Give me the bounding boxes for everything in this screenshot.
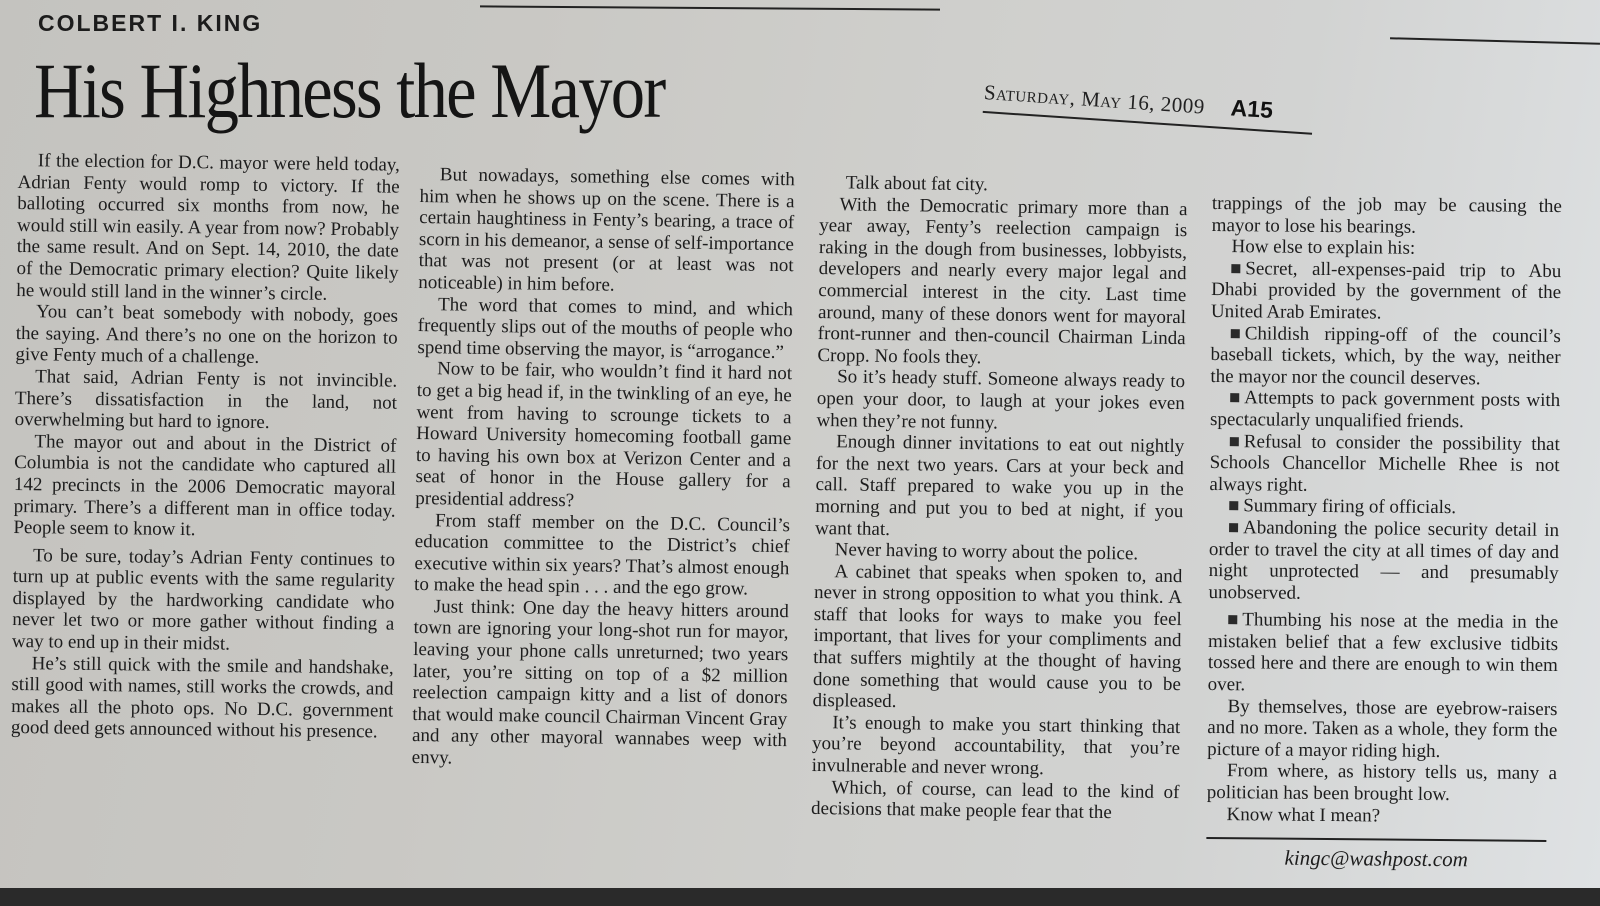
paragraph: The mayor out and about in the District of Columbia is not the candidate who captured all 142 precincts in the 2006 Democratic mayoral primary. There’s a different man in office today. People seem to know it. [13, 430, 397, 541]
paragraph: But nowadays, something else comes with him when he shows up on the scene. There is a certain haughtiness in Fenty’s bearing, a trace of scorn in his demeanor, a sense of self-importance that was not present (or at least was not noticeable) in him before. [418, 164, 795, 296]
column-3 [811, 172, 1188, 825]
square-bullet-icon [1231, 329, 1240, 338]
square-bullet-icon [1231, 264, 1240, 273]
signature-rule [1206, 837, 1546, 842]
page-number: A15 [1229, 94, 1274, 124]
paragraph: From staff member on the D.C. Council’s education committee to the District’s chief executive within six years? That’s almost enough to make the head spin . . . and the ego grow. [413, 509, 791, 600]
paragraph: Just think: One day the heavy hitters around town are ignoring your long-shot run for mayor, leaving your phone calls unreturned; two years later, you’re sitting on top of a $2 million reelection campaign kitty and a list of donors that would make council Chairman Vincent Gray and any other mayoral wannabes weep with envy. [411, 596, 789, 769]
paragraph: Know what I mean? [1226, 803, 1381, 827]
paragraph: Which, of course, can lead to the kind of decisions that make people fear that the [810, 776, 1180, 824]
bullet-item: Secret, all-expenses-paid trip to Abu Dhabi provided by the government of the United Arab Emirates. [1210, 258, 1562, 324]
square-bullet-icon [1230, 394, 1239, 403]
paragraph: Now to be fair, who wouldn’t find it hard not to get a big head if, in the twinkling of an eye, he went from having to scrounge tickets to a Howard University homecoming football game to having his own box at Verizon Center and a seat of honor in the House gallery for a presidential address? [415, 358, 793, 512]
square-bullet-icon [1229, 501, 1238, 510]
column-2 [412, 164, 795, 774]
headline: His Highness the Mayor [34, 47, 665, 134]
paragraph: With the Democratic primary more than a year away, Fenty’s reelection campaign is raking in the dough from businesses, lobbyists, developers and nearly every major legal and commercial interest in the city. Last time around, many of these donors went for mayoral front-runner and then-council Chairman Linda Cropp. No fools they. [817, 193, 1188, 369]
author-email: kingc@washpost.com [1284, 845, 1468, 872]
bullet-item: Refusal to consider the possibility that Schools Chancellor Michelle Rhee is not always right. [1209, 430, 1560, 496]
paragraph: That said, Adrian Fenty is not invincible. There’s dissatisfaction in the land, not overwhelming but hard to ignore. [14, 366, 398, 434]
bullet-item: Childish ripping-off of the council’s baseball tickets, which, by the way, neither the mayor nor the council deserves. [1210, 322, 1561, 390]
column-1 [11, 150, 400, 744]
bullet-item: Attempts to pack government posts with spectacularly unqualified friends. [1209, 387, 1561, 433]
square-bullet-icon [1228, 615, 1237, 624]
paragraph: It’s enough to make you start thinking that you’re beyond accountability, that you’re invulnerable and never wrong. [811, 712, 1181, 780]
paragraph: Never having to worry about the police. [834, 539, 1139, 565]
paragraph: The word that comes to mind, and which frequently slips out of the mouths of people who spend time observing the mayor, is “arrogance.” [417, 293, 794, 363]
paragraph: How else to explain his: [1231, 236, 1416, 259]
column-4 [1206, 193, 1562, 872]
square-bullet-icon [1229, 523, 1238, 532]
publication-date: Saturday, May 16, 2009 [983, 79, 1206, 119]
paragraph: If the election for D.C. mayor were held today, Adrian Fenty would romp to victory. If the balloting occurred six months from now, he would still win easily. A year from now? Probably the same result. And on Sept. 14, 2010, the date of the Democratic primary election? Quite likely he would still land in the winner’s circle. [16, 150, 400, 305]
paragraph: trappings of the job may be causing the mayor to lose his bearings. [1211, 193, 1562, 238]
bullet-item: Abandoning the police security detail in order to travel the city at all times of day and night unprotected — and presumably unobserved. [1208, 517, 1560, 604]
bullet-item: Thumbing his nose at the media in the mistaken belief that a few exclusive tidbits tossed here and there are enough to win them over. [1207, 609, 1559, 696]
bullet-item: Summary firing of officials. [1209, 495, 1559, 520]
paragraph: You can’t beat somebody with nobody, goes the saying. And there’s no one on the horizon to give Fenty much of a challenge. [15, 301, 399, 369]
paragraph: By themselves, those are eyebrow-raisers and no more. Taken as a whole, they form the picture of a mayor riding high. [1207, 695, 1558, 762]
byline: COLBERT I. KING [38, 10, 263, 36]
paragraph: So it’s heady stuff. Someone always ready to open your door, to laugh at your jokes even when they’re not funny. [816, 366, 1186, 434]
paragraph: Enough dinner invitations to eat out nightly for the next two years. Cars at your beck and call. Staff prepared to wake you up in the morning and put you to bed at night, if you want that. [814, 431, 1185, 540]
paragraph: A cabinet that speaks when spoken to, and never in strong opposition to what you think. A staff that looks for ways to make you feel important, that lives for your compliments and that suffers mightily at the thought of having done something that would cause you to be displeased. [812, 560, 1183, 713]
square-bullet-icon [1230, 437, 1239, 446]
paragraph: From where, as history tells us, many a politician has been brought low. [1206, 760, 1558, 806]
paragraph: He’s still quick with the smile and handshake, still good with names, still works the crowds, and makes all the photo ops. No D.C. government good deed gets announced without his presence. [10, 652, 394, 743]
paragraph: Talk about fat city. [845, 172, 988, 196]
bottom-edge [0, 888, 1600, 906]
paragraph: To be sure, today’s Adrian Fenty continues to turn up at public events with the same regularity displayed by the hardworking candidate who never let two or more gather without finding a way to end up in their midst. [11, 544, 396, 655]
